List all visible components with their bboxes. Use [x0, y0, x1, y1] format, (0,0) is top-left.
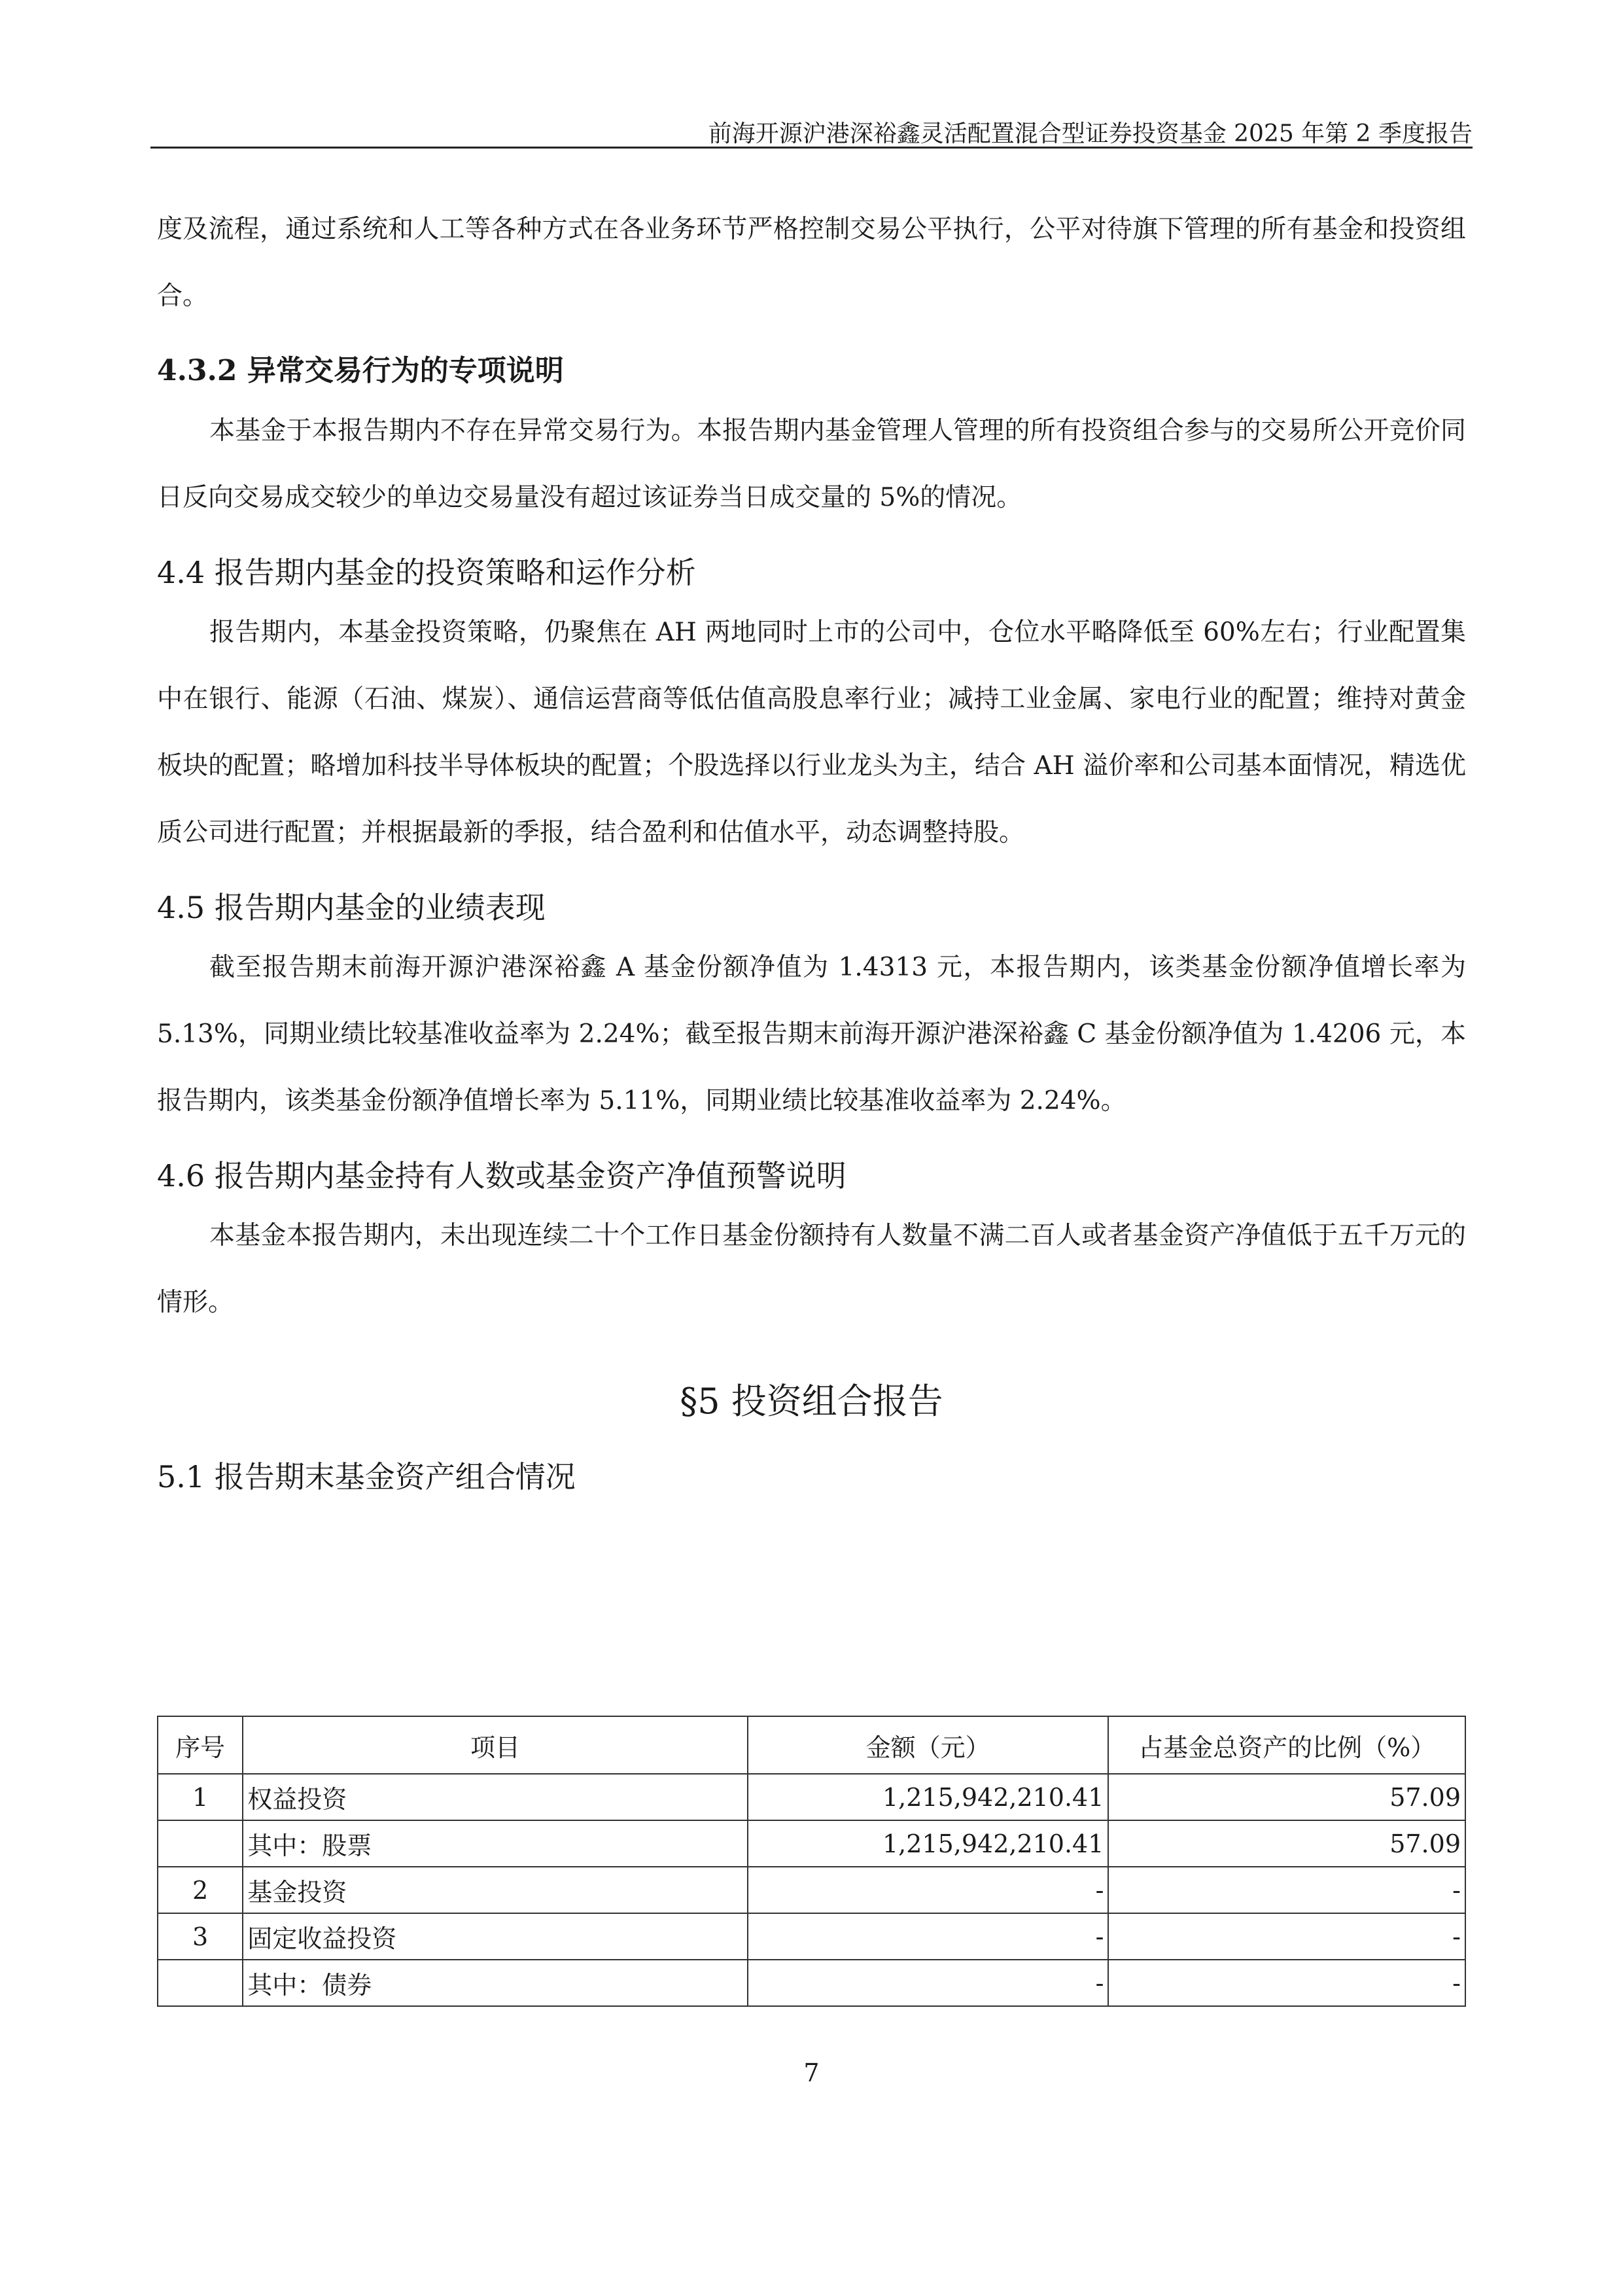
row-ratio: - — [1108, 1960, 1465, 2006]
row-item: 权益投资 — [243, 1774, 748, 1820]
row-item: 其中：债券 — [243, 1960, 748, 2006]
section-4-6-heading: 4.6 报告期内基金持有人数或基金资产净值预警说明 — [157, 1158, 846, 1193]
table-row — [158, 1774, 1465, 1820]
row-amount: 1,215,942,210.41 — [748, 1774, 1109, 1820]
row-ratio: - — [1108, 1867, 1465, 1913]
section-4-4-heading: 4.4 报告期内基金的投资策略和运作分析 — [157, 555, 696, 590]
table-row — [158, 1867, 1465, 1913]
section-4-3-2-heading: 4.3.2 异常交易行为的专项说明 — [157, 354, 564, 387]
table-row — [158, 1820, 1465, 1867]
table-header-row — [158, 1716, 1465, 1774]
row-amount: 1,215,942,210.41 — [748, 1820, 1109, 1867]
col-header-ratio: 占基金总资产的比例（%） — [1108, 1716, 1465, 1774]
table-row — [158, 1960, 1465, 2006]
row-ratio: 57.09 — [1108, 1820, 1465, 1867]
row-no — [158, 1960, 243, 2006]
document-body — [157, 196, 1466, 1504]
row-amount: - — [748, 1913, 1109, 1960]
row-ratio: 57.09 — [1108, 1774, 1465, 1820]
page-number: 7 — [803, 2058, 820, 2087]
section-4-4-body: 报告期内，本基金投资策略，仍聚焦在 AH 两地同时上市的公司中，仓位水平略降低至 60%左右；行业配置集中在银行、能源（石油、煤炭）、通信运营商等低估值高股息率行业；减持工业金属、家电行业的配置；维持对黄金板块的配置；略增加科技半导体板块的配置；个股选择以行业龙头为主，结合 AH 溢价率和公司基本面情况，精选优质公司进行配置；并根据最新的季报，结合盈利和估值水平，动态调整持股。 — [157, 618, 1466, 847]
col-header-amount: 金额（元） — [748, 1716, 1109, 1774]
row-no: 2 — [158, 1867, 243, 1913]
page-header-title: 前海开源沪港深裕鑫灵活配置混合型证券投资基金 2025 年第 2 季度报告 — [708, 120, 1473, 147]
col-header-item: 项目 — [243, 1716, 748, 1774]
section-4-5-body: 截至报告期末前海开源沪港深裕鑫 A 基金份额净值为 1.4313 元，本报告期内，该类基金份额净值增长率为 5.13%，同期业绩比较基准收益率为 2.24%；截至报告期末前海开源沪港深裕鑫 C 基金份额净值为 1.4206 元，本报告期内，该类基金份额净值增长率为 5.11%，同期业绩比较基准收益率为 2.24%。 — [157, 953, 1466, 1116]
row-amount: - — [748, 1960, 1109, 2006]
row-item: 固定收益投资 — [243, 1913, 748, 1960]
table-row — [158, 1913, 1465, 1960]
section-4-5-heading: 4.5 报告期内基金的业绩表现 — [157, 890, 546, 925]
row-no: 3 — [158, 1913, 243, 1960]
row-no — [158, 1820, 243, 1867]
header-divider — [150, 147, 1473, 149]
row-amount: - — [748, 1867, 1109, 1913]
row-ratio: - — [1108, 1913, 1465, 1960]
row-no: 1 — [158, 1774, 243, 1820]
row-item: 基金投资 — [243, 1867, 748, 1913]
section-4-6-body: 本基金本报告期内，未出现连续二十个工作日基金份额持有人数量不满二百人或者基金资产净值低于五千万元的情形。 — [157, 1221, 1466, 1317]
row-item: 其中：股票 — [243, 1820, 748, 1867]
section-4-3-2-body: 本基金于本报告期内不存在异常交易行为。本报告期内基金管理人管理的所有投资组合参与的交易所公开竞价同日反向交易成交较少的单边交易量没有超过该证券当日成交量的 5%的情况。 — [157, 416, 1466, 512]
intro-paragraph: 度及流程，通过系统和人工等各种方式在各业务环节严格控制交易公平执行，公平对待旗下管理的所有基金和投资组合。 — [157, 215, 1466, 311]
col-header-no: 序号 — [158, 1716, 243, 1774]
section-5-1-heading: 5.1 报告期末基金资产组合情况 — [157, 1459, 576, 1494]
asset-allocation-table — [157, 1716, 1466, 2007]
chapter-5-title: §5 投资组合报告 — [680, 1381, 943, 1422]
